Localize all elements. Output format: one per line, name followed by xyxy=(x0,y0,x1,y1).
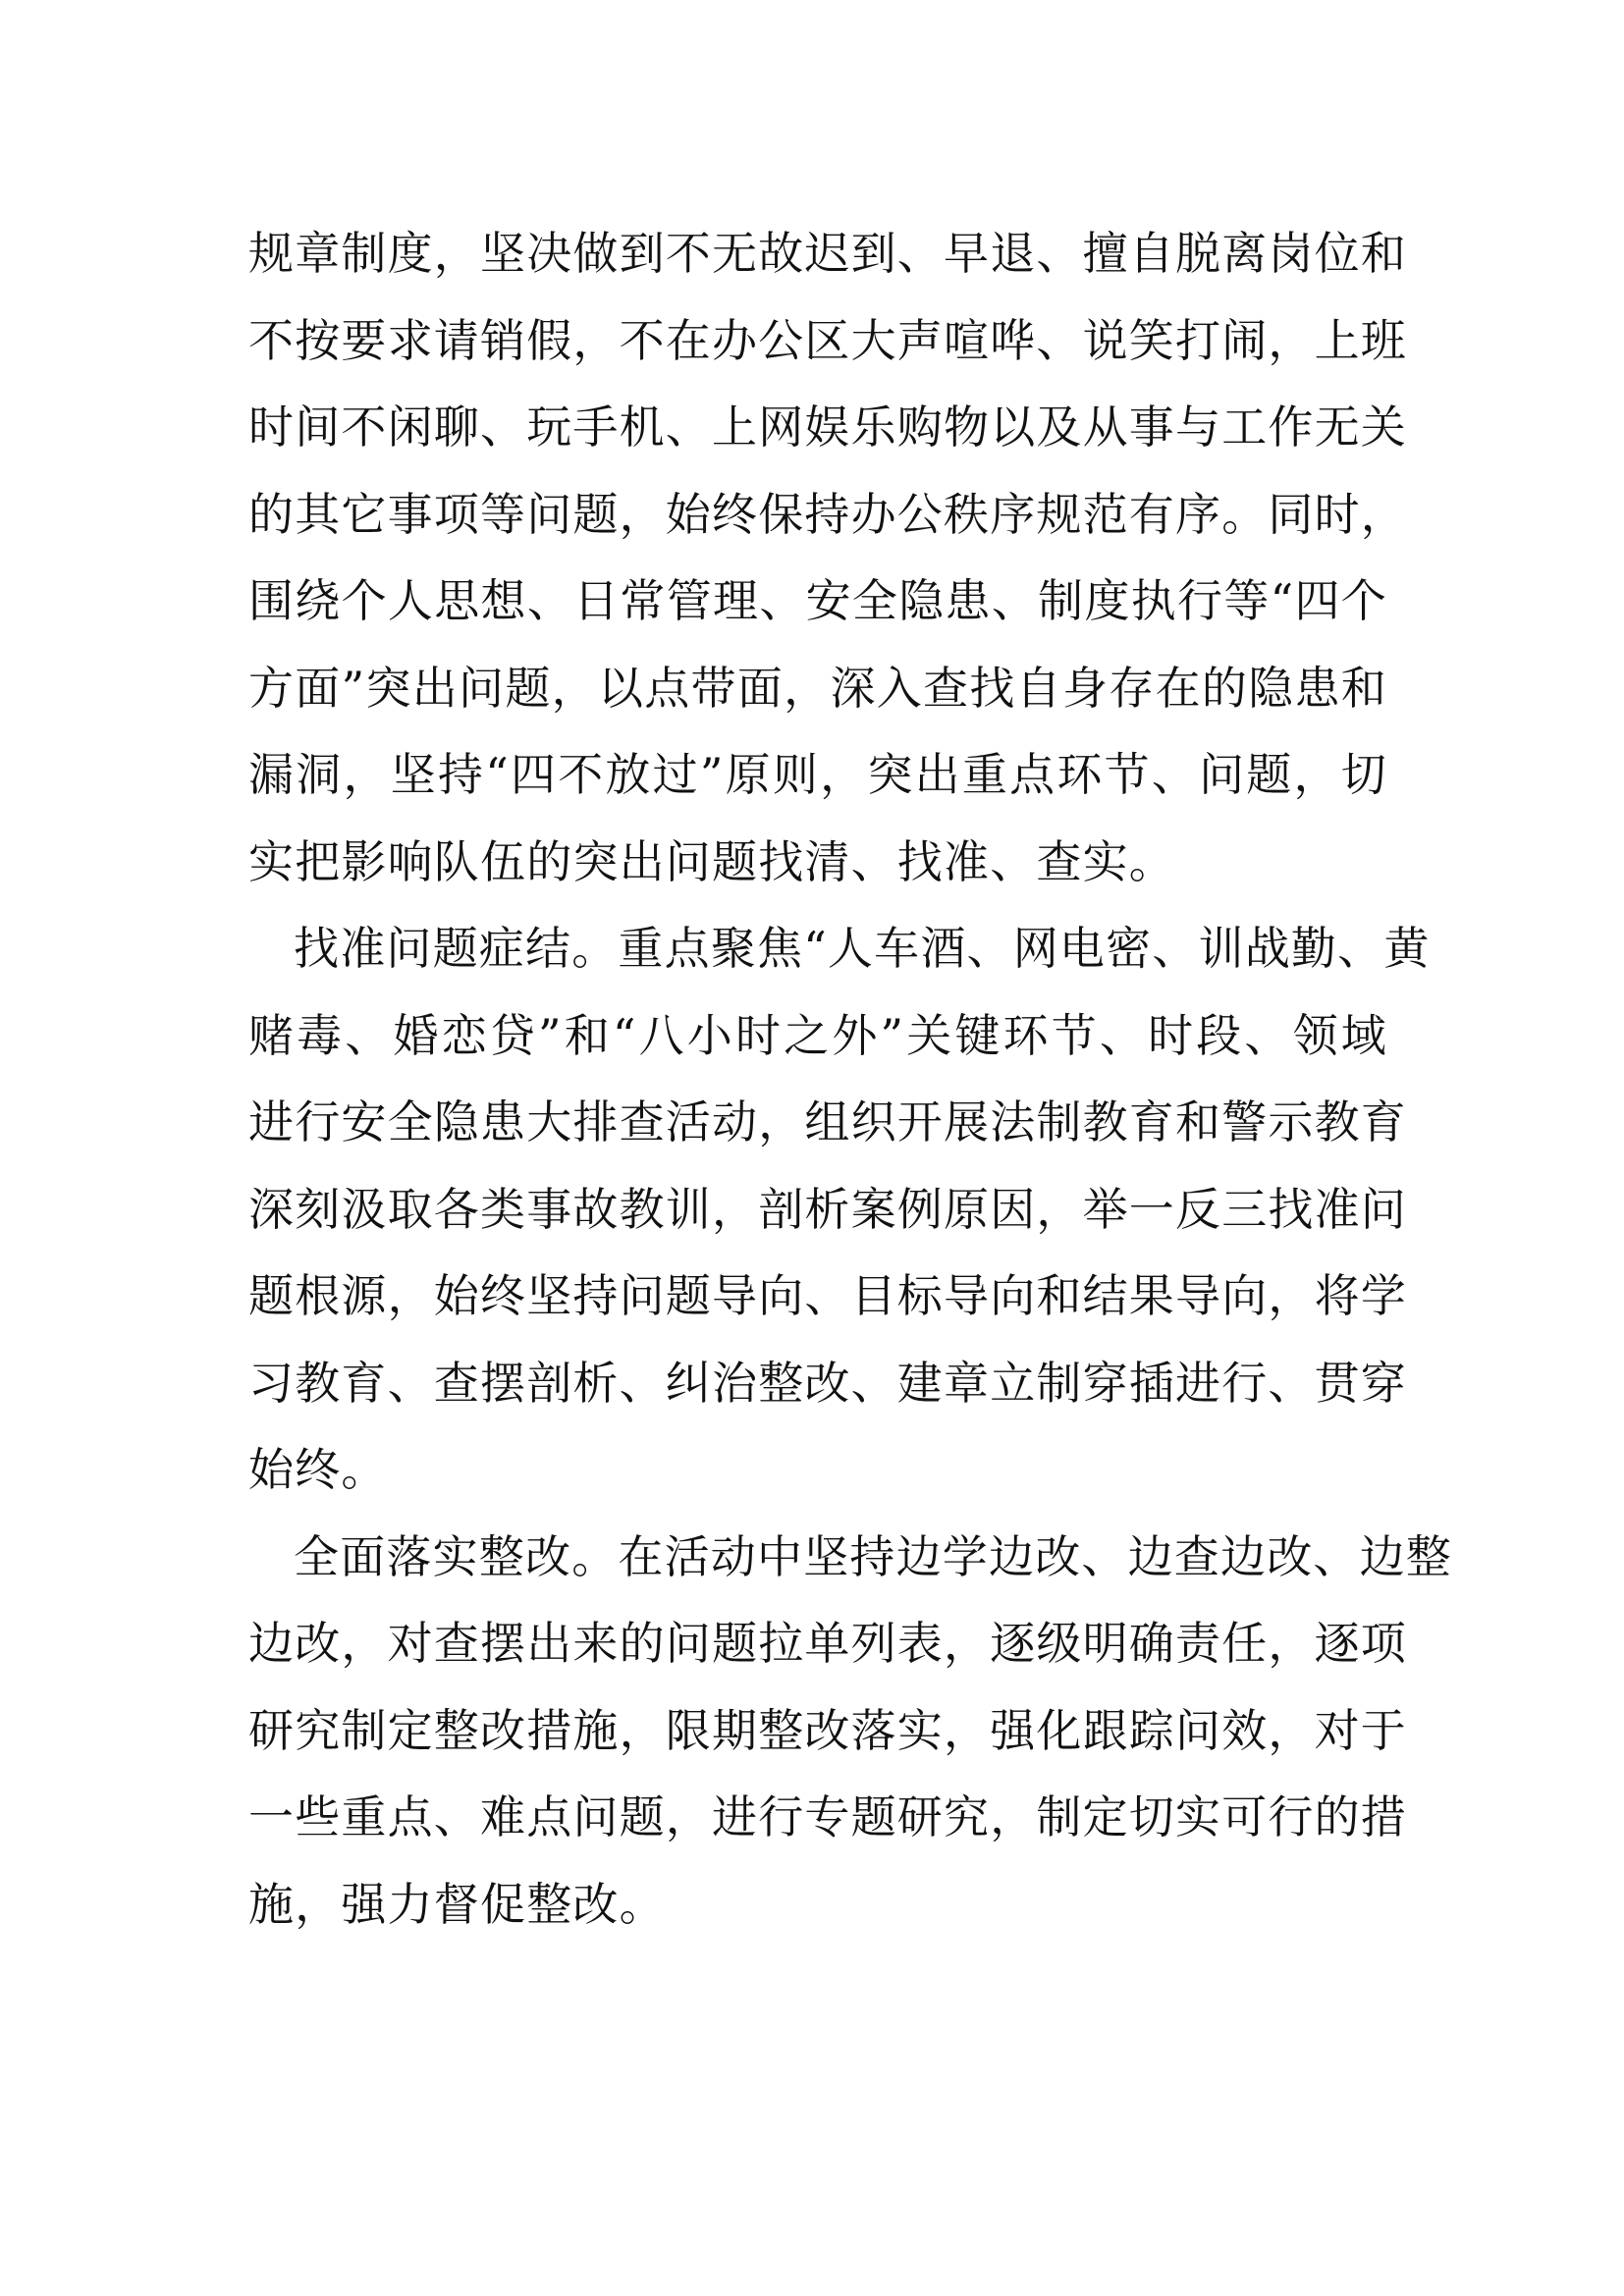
paragraph-heading-line: 找准问题症结。重点聚焦“人车酒、网电密、训战勤、黄 xyxy=(294,922,1431,975)
text-line: 习教育、查摆剖析、纠治整改、建章立制穿插进行、贯穿 xyxy=(248,1356,1407,1410)
document-body xyxy=(248,210,1452,1948)
text-line: 的其它事项等问题，始终保持办公秩序规范有序。同时， xyxy=(248,487,1407,541)
text-line: 进行安全隐患大排查活动，组织开展法制教育和警示教育 xyxy=(248,1095,1407,1148)
text-line: 研究制定整改措施，限期整改落实，强化跟踪问效，对于 xyxy=(248,1703,1407,1757)
text-line: 始终。 xyxy=(248,1443,388,1496)
text-line: 漏洞，坚持“四不放过”原则，突出重点环节、问题，切 xyxy=(248,748,1387,801)
text-line: 不按要求请销假，不在办公区大声喧哗、说笑打闹，上班 xyxy=(248,313,1407,367)
text-line: 时间不闲聊、玩手机、上网娱乐购物以及从事与工作无关 xyxy=(248,400,1407,454)
text-line: 施，强力督促整改。 xyxy=(248,1877,666,1931)
text-line: 深刻汲取各类事故教训，剖析案例原因，举一反三找准问 xyxy=(248,1182,1407,1236)
text-line: 方面”突出问题，以点带面，深入查找自身存在的隐患和 xyxy=(248,661,1387,715)
text-line: 题根源，始终坚持问题导向、目标导向和结果导向，将学 xyxy=(248,1269,1407,1322)
text-line: 围绕个人思想、日常管理、安全隐患、制度执行等“四个 xyxy=(248,574,1387,627)
text-line: 规章制度，坚决做到不无故迟到、早退、擅自脱离岗位和 xyxy=(248,227,1407,280)
paragraph-heading-line: 全面落实整改。在活动中坚持边学边改、边查边改、边整 xyxy=(294,1529,1452,1583)
text-line: 实把影响队伍的突出问题找清、找准、查实。 xyxy=(248,834,1175,888)
text-line: 一些重点、难点问题，进行专题研究，制定切实可行的措 xyxy=(248,1790,1407,1843)
text-line: 边改，对查摆出来的问题拉单列表，逐级明确责任，逐项 xyxy=(248,1617,1407,1670)
text-line: 赌毒、婚恋贷”和“八小时之外”关键环节、时段、领域 xyxy=(248,1008,1387,1062)
